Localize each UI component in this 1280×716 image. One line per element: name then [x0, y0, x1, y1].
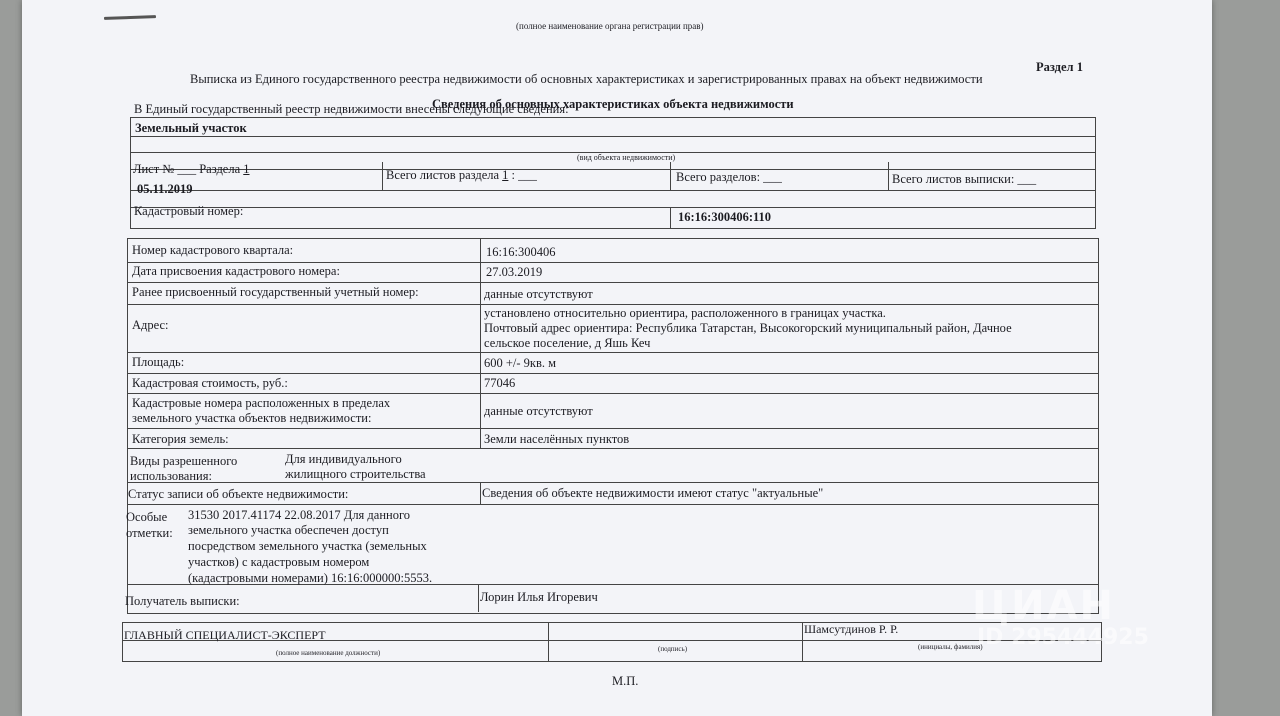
cian-watermark-id: ID 295444925 [977, 625, 1149, 650]
area-value: 600 +/- 9кв. м [484, 356, 557, 370]
cian-watermark: ЦИАН [972, 583, 1116, 629]
name-caption: (инициалы, фамилия) [918, 643, 983, 651]
prev-number-label: Ранее присвоенный государственный учетный номер: [132, 285, 419, 299]
intro-text: В Единый государственный реестр недвижимости внесены следующие сведения: [134, 102, 569, 116]
quarter-value: 16:16:300406 [486, 245, 556, 259]
assign-date-label: Дата присвоения кадастрового номера: [132, 264, 340, 278]
signer-name: Шамсутдинов Р. Р. [804, 622, 899, 636]
cost-label: Кадастровая стоимость, руб.: [132, 376, 288, 390]
address-line-1: установлено относительно ориентира, расположенного в границах участка. [484, 306, 886, 320]
total-sections: Всего разделов: ___ [676, 170, 782, 184]
signature-caption: (подпись) [658, 645, 688, 653]
area-label: Площадь: [132, 355, 185, 369]
document-title: Выписка из Единого государственного реестра недвижимости об основных характеристиках и зарегистрированных правах на объект недвижимости [190, 72, 983, 86]
quarter-label: Номер кадастрового квартала: [132, 243, 294, 257]
within-label-1: Кадастровые номера расположенных в пределах [132, 396, 391, 410]
extract-date: 05.11.2019 [137, 182, 193, 196]
address-line-3: сельское поселение, д Яшь Кеч [484, 336, 651, 350]
special-line-5: (кадастровыми номерами) 16:16:000000:5553. [188, 571, 433, 585]
position-caption: (полное наименование должности) [276, 649, 381, 657]
within-label-2: земельного участка объектов недвижимости: [132, 411, 372, 425]
document-subtitle: Сведения об основных характеристиках объекта недвижимости [432, 97, 794, 111]
stamp-place: М.П. [612, 674, 639, 688]
special-label-1: Особые [126, 510, 168, 524]
special-line-4: участков) с кадастровым номером [188, 555, 370, 569]
special-line-1: 31530 2017.41174 22.08.2017 Для данного [188, 508, 411, 522]
recipient-value: Лорин Илья Игоревич [480, 590, 598, 604]
use-value-2: жилищного строительства [285, 467, 426, 481]
cadastral-number-value: 16:16:300406:110 [678, 210, 772, 224]
address-line-2: Почтовый адрес ориентира: Республика Татарстан, Высокогорский муниципальный район, Дачное [484, 321, 1012, 335]
address-label: Адрес: [132, 318, 169, 332]
within-value: данные отсутствуют [484, 404, 593, 418]
category-label: Категория земель: [132, 432, 229, 446]
category-value: Земли населённых пунктов [484, 432, 630, 446]
assign-date-value: 27.03.2019 [486, 265, 543, 279]
section-label: Раздел 1 [1036, 60, 1083, 74]
status-label: Статус записи об объекте недвижимости: [128, 487, 349, 501]
use-label-1: Виды разрешенного [130, 454, 238, 468]
recipient-label: Получатель выписки: [125, 594, 240, 608]
cost-value: 77046 [484, 376, 516, 390]
registrar-caption: (полное наименование органа регистрации прав) [516, 21, 704, 31]
object-type: Земельный участок [135, 121, 247, 135]
status-value: Сведения об объекте недвижимости имеют статус "актуальные" [482, 486, 824, 500]
staple [104, 15, 156, 20]
prev-number-value: данные отсутствуют [484, 287, 593, 301]
special-line-2: земельного участка обеспечен доступ [188, 523, 389, 537]
signer-position: ГЛАВНЫЙ СПЕЦИАЛИСТ-ЭКСПЕРТ [124, 628, 326, 642]
sheets-in-section: Всего листов раздела 1 : ___ [386, 168, 537, 182]
special-label-2: отметки: [126, 526, 173, 540]
sheet-number: Лист № ___ Раздела 1 [133, 162, 250, 176]
total-sheets: Всего листов выписки: ___ [892, 172, 1037, 186]
object-type-caption: (вид объекта недвижимости) [577, 153, 676, 162]
use-label-2: использования: [130, 469, 212, 483]
document-page [22, 0, 1212, 716]
special-line-3: посредством земельного участка (земельных [188, 539, 427, 553]
cadastral-number-label: Кадастровый номер: [134, 204, 244, 218]
use-value-1: Для индивидуального [285, 452, 402, 466]
